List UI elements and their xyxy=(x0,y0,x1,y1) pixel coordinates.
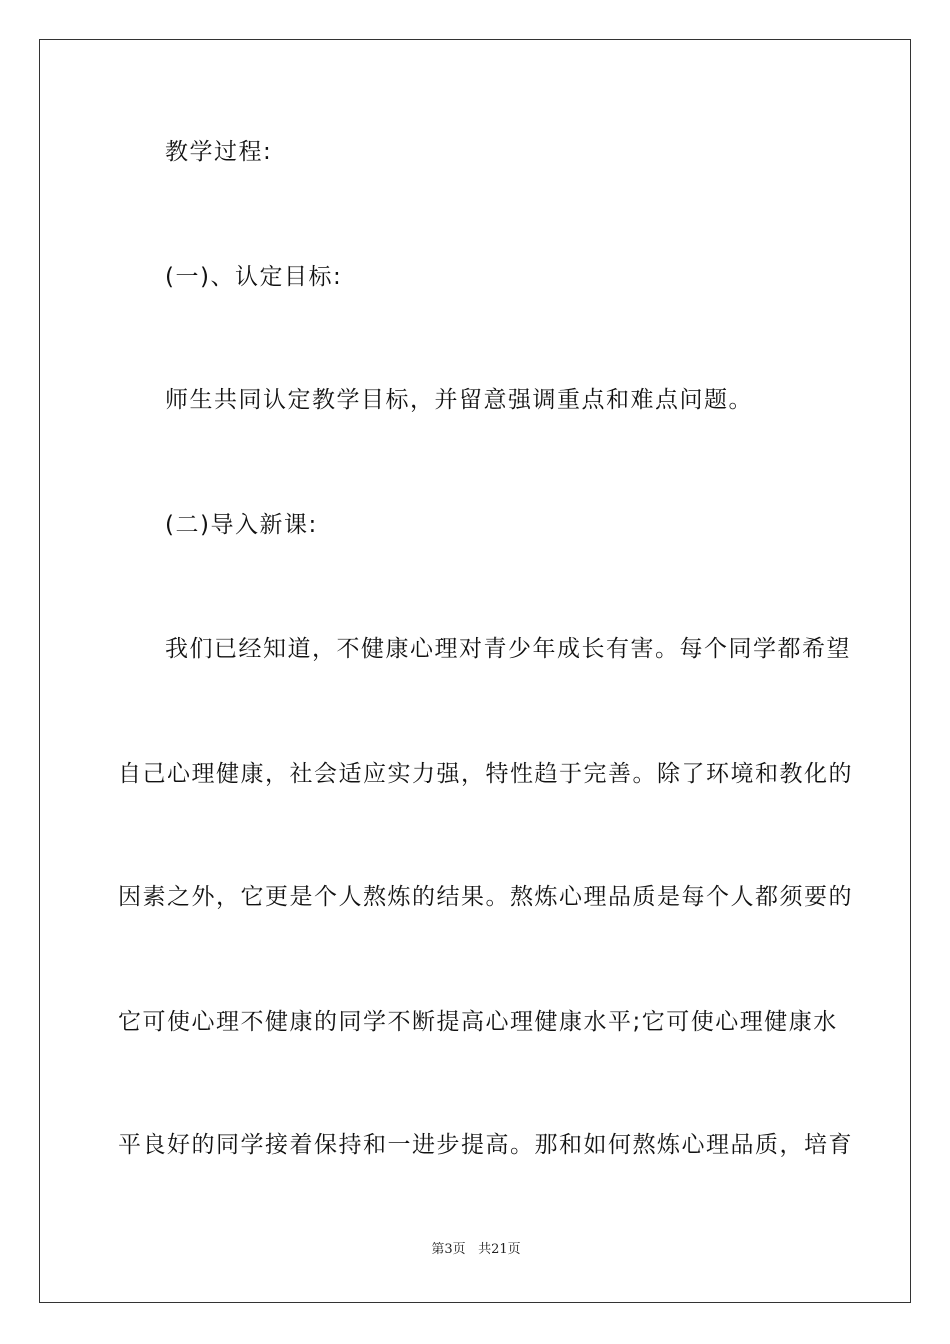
body-line-3: 因素之外，它更是个人熬炼的结果。熬炼心理品质是每个人都须要的 xyxy=(118,884,853,910)
paragraph-goals-text: 师生共同认定教学目标，并留意强调重点和难点问题。 xyxy=(165,387,753,413)
body-line-1: 我们已经知道，不健康心理对青少年成长有害。每个同学都希望 xyxy=(165,636,851,662)
page-footer xyxy=(40,1241,912,1259)
body-line-5: 平良好的同学接着保持和一进步提高。那和如何熬炼心理品质，培育 xyxy=(118,1132,853,1158)
page-frame xyxy=(39,39,911,1303)
page-number: 第3页 xyxy=(431,1242,466,1257)
heading-set-goals: (一)、认定目标: xyxy=(165,264,343,290)
heading-teaching-process: 教学过程: xyxy=(165,139,273,165)
body-line-2: 自己心理健康，社会适应实力强，特性趋于完善。除了环境和教化的 xyxy=(118,761,853,787)
total-pages: 共21页 xyxy=(478,1242,521,1257)
heading-new-lesson: (二)导入新课: xyxy=(165,512,318,538)
body-line-4: 它可使心理不健康的同学不断提高心理健康水平;它可使心理健康水 xyxy=(118,1009,838,1035)
